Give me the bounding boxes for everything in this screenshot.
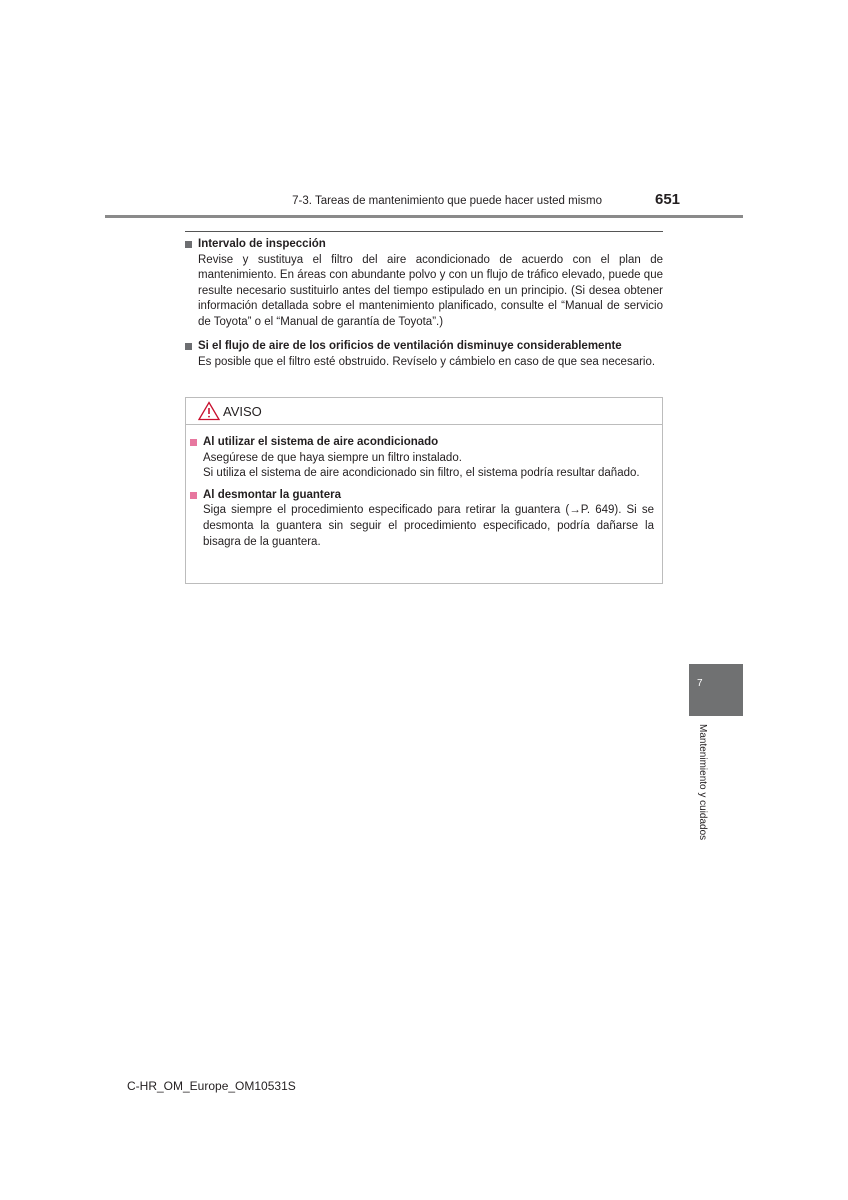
square-bullet-icon xyxy=(185,241,192,248)
pink-square-bullet-icon xyxy=(190,439,197,446)
warning-item xyxy=(190,435,654,482)
section-airflow-reduced xyxy=(185,339,663,370)
chapter-tab[interactable] xyxy=(689,664,743,716)
warning-box xyxy=(185,397,663,584)
footer-document-code: C-HR_OM_Europe_OM10531S xyxy=(127,1079,296,1093)
chapter-tab-number: 7 xyxy=(697,678,703,689)
warning-title: AVISO xyxy=(223,403,262,419)
section-inspection-interval xyxy=(185,237,663,331)
chapter-tab-label: Mantenimiento y cuidados xyxy=(697,724,708,841)
header-section-title: 7-3. Tareas de mantenimiento que puede hacer usted mismo xyxy=(292,195,602,207)
pink-square-bullet-icon xyxy=(190,492,197,499)
warning-item-body: Siga siempre el procedimiento especificado para retirar la guantera (→P. 649). Si se desmonta la guantera sin seguir el procedimiento especificado, podría dañarse la bisagra de la guantera. xyxy=(203,504,654,548)
warning-item xyxy=(190,488,654,550)
warning-triangle-icon xyxy=(198,401,220,421)
header-rule xyxy=(105,215,743,218)
warning-item-body-2: Si utiliza el sistema de aire acondicionado sin filtro, el sistema podría resultar dañado. xyxy=(203,467,640,480)
section-body: Es posible que el filtro esté obstruido. Revíselo y cámbielo en caso de que sea necesario. xyxy=(198,355,656,368)
section-heading: Intervalo de inspección xyxy=(198,238,326,250)
warning-item-heading: Al utilizar el sistema de aire acondicionado xyxy=(203,436,439,448)
content-top-rule xyxy=(185,231,663,232)
warning-header xyxy=(186,398,662,425)
square-bullet-icon xyxy=(185,343,192,350)
section-heading: Si el flujo de aire de los orificios de ventilación disminuye considerablemente xyxy=(198,340,622,352)
warning-item-heading: Al desmontar la guantera xyxy=(203,488,342,501)
page-number: 651 xyxy=(655,191,681,208)
warning-item-body: Asegúrese de que haya siempre un filtro instalado. xyxy=(203,451,462,464)
section-body: Revise y sustituya el filtro del aire acondicionado de acuerdo con el plan de mantenimiento. En áreas con abundante polvo y con un flujo de tráfico elevado, puede que resulte necesario sustituirlo antes del tiempo estipulado en un principio. (Si desea obtener información detallada sobre el mantenimiento planificado, consulte el “Manual de servicio de Toyota” o el “Manual de garantía de Toyota”.) xyxy=(198,253,663,328)
